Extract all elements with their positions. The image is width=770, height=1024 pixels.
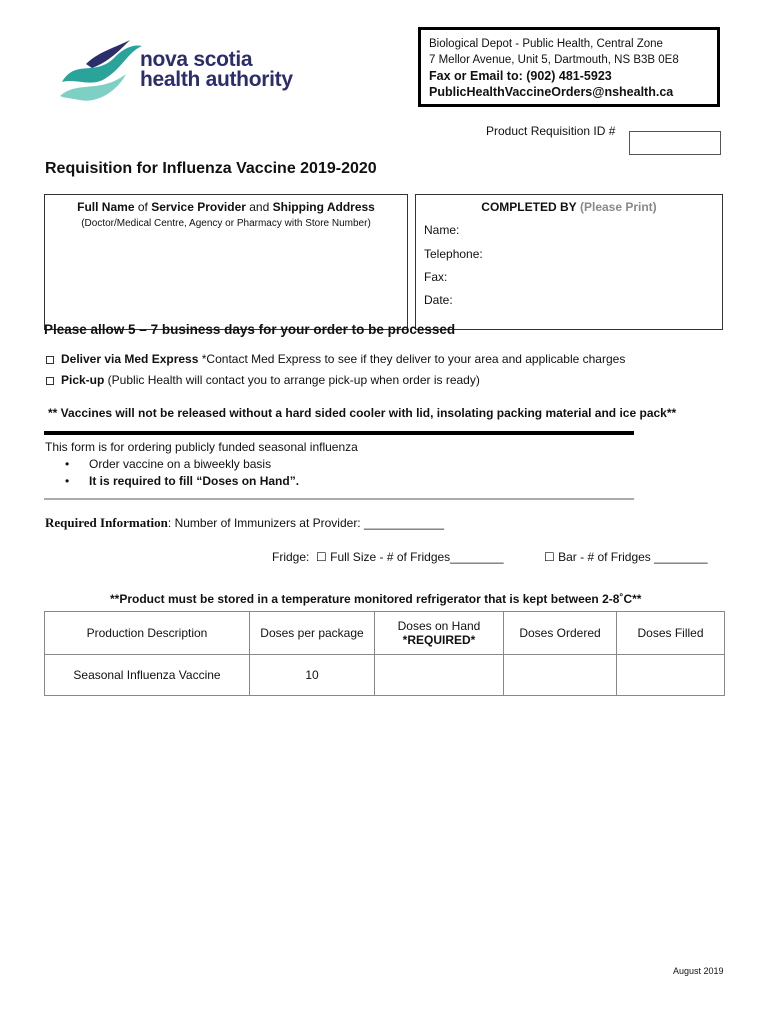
product-table (44, 611, 725, 696)
storage-note: **Product must be stored in a temperature monitored refrigerator that is kept between 2-8˚C** (110, 592, 642, 606)
option-med-express[interactable]: Deliver via Med Express *Contact Med Express to see if they deliver to your area and applicable charges (46, 352, 625, 366)
header-doses-ordered: Doses Ordered (504, 612, 617, 655)
header-doses-on-hand: Doses on Hand *REQUIRED* (375, 612, 504, 655)
address-line-1: Biological Depot - Public Health, Central Zone (429, 38, 663, 50)
header-production-description: Production Description (45, 612, 250, 655)
cell-doses-on-hand[interactable] (375, 655, 504, 696)
fridge-bar[interactable]: ☐ Bar - # of Fridges ________ (544, 550, 708, 564)
address-box (418, 27, 720, 107)
requisition-id-field[interactable] (629, 131, 721, 155)
divider-thin (44, 498, 634, 500)
provider-heading: Full Name of Service Provider and Shipping Address (77, 200, 375, 214)
name-field[interactable]: Name: (424, 223, 460, 237)
table-row (45, 655, 725, 696)
divider-thick (44, 431, 634, 435)
bullet-item: • It is required to fill “Doses on Hand”. (65, 474, 300, 488)
option-pick-up[interactable]: Pick-up (Public Health will contact you to arrange pick-up when order is ready) (46, 373, 480, 387)
checkbox-icon[interactable]: ☐ (316, 550, 327, 564)
required-information: Required Information: Number of Immunizers at Provider: ____________ (45, 515, 445, 530)
fax-email-line: Fax or Email to: (902) 481-5923 (429, 69, 612, 83)
table-header-row (45, 612, 725, 655)
logo-line-2: health authority (140, 68, 293, 91)
cell-doses-per-package: 10 (250, 655, 375, 696)
page-title: Requisition for Influenza Vaccine 2019-2020 (45, 160, 377, 177)
form-purpose: This form is for ordering publicly funded seasonal influenza (45, 440, 358, 454)
telephone-field[interactable]: Telephone: (424, 247, 483, 261)
checkbox-icon[interactable] (46, 356, 54, 364)
immunizers-field[interactable]: Number of Immunizers at Provider: ____________ (171, 516, 445, 530)
fax-field[interactable]: Fax: (424, 270, 448, 284)
address-line-2: 7 Mellor Avenue, Unit 5, Dartmouth, NS B3B 0E8 (429, 54, 679, 66)
date-field[interactable]: Date: (424, 293, 453, 307)
required-info-label: Required Information (45, 515, 168, 530)
logo-line-1: nova scotia (140, 48, 253, 71)
header-doses-filled: Doses Filled (617, 612, 725, 655)
cell-doses-filled[interactable] (617, 655, 725, 696)
processing-time-note: Please allow 5 – 7 business days for your order to be processed (44, 322, 456, 337)
email-address[interactable]: PublicHealthVaccineOrders@nshealth.ca (429, 85, 674, 99)
cell-doses-ordered[interactable] (504, 655, 617, 696)
provider-address-box[interactable] (44, 194, 408, 330)
logo-wave-icon (56, 38, 146, 108)
header-doses-per-package: Doses per package (250, 612, 375, 655)
cell-description: Seasonal Influenza Vaccine (45, 655, 250, 696)
completed-by-box (415, 194, 723, 330)
cooler-warning: ** Vaccines will not be released without a hard sided cooler with lid, insolating packing material and ice pack** (48, 406, 677, 420)
bullet-item: • Order vaccine on a biweekly basis (65, 457, 272, 471)
completed-by-heading: COMPLETED BY (Please Print) (481, 200, 657, 214)
checkbox-icon[interactable] (46, 377, 54, 385)
fridge-full-size[interactable]: Fridge: ☐ Full Size - # of Fridges________ (272, 550, 504, 564)
logo-text (140, 50, 293, 90)
checkbox-icon[interactable]: ☐ (544, 550, 555, 564)
provider-subheading: (Doctor/Medical Centre, Agency or Pharmacy with Store Number) (81, 218, 371, 229)
footer-date: August 2019 (673, 966, 724, 976)
requisition-id-label: Product Requisition ID # (486, 124, 616, 138)
